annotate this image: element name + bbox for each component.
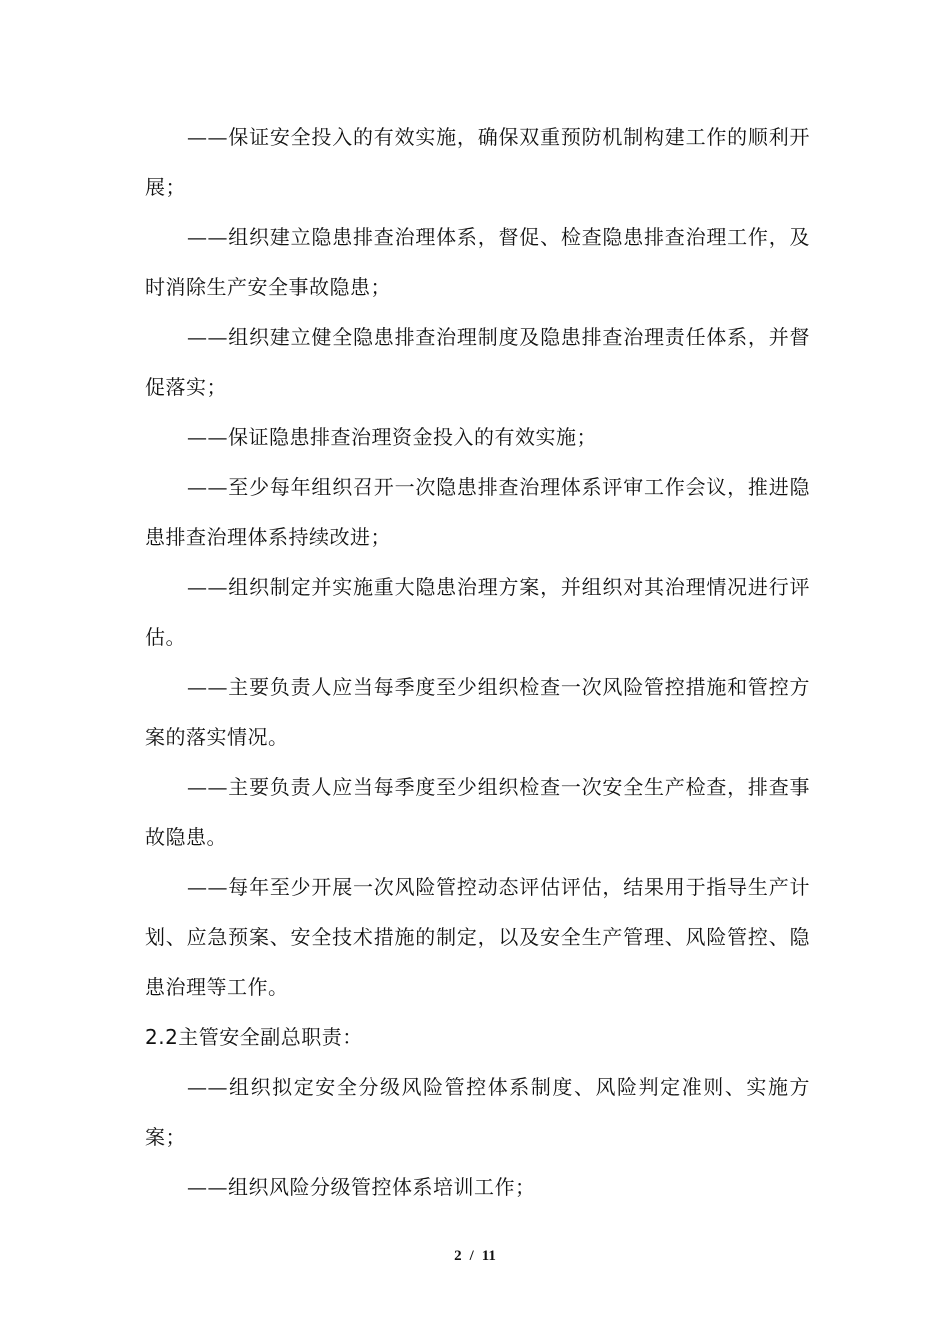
paragraph-1: ——保证安全投入的有效实施，确保双重预防机制构建工作的顺利开展；	[145, 125, 810, 199]
page-separator: /	[469, 1248, 474, 1264]
total-page-count: 11	[481, 1248, 496, 1264]
document-body	[145, 112, 810, 1212]
section-paragraph-2: ——组织风险分级管控体系培训工作；	[187, 1175, 536, 1199]
paragraph-2: ——组织建立隐患排查治理体系，督促、检查隐患排查治理工作，及时消除生产安全事故隐患；	[145, 225, 810, 299]
paragraph-5: ——至少每年组织召开一次隐患排查治理体系评审工作会议，推进隐患排查治理体系持续改进；	[145, 475, 810, 549]
page-number-footer	[0, 1248, 950, 1265]
section-paragraph-1: ——组织拟定安全分级风险管控体系制度、风险判定准则、实施方案；	[145, 1075, 810, 1149]
paragraph-6: ——组织制定并实施重大隐患治理方案，并组织对其治理情况进行评估。	[145, 575, 810, 649]
current-page-number: 2	[454, 1248, 462, 1264]
paragraph-9: ——每年至少开展一次风险管控动态评估评估，结果用于指导生产计划、应急预案、安全技术措施的制定，以及安全生产管理、风险管控、隐患治理等工作。	[145, 875, 810, 999]
paragraph-8: ——主要负责人应当每季度至少组织检查一次安全生产检查，排查事故隐患。	[145, 775, 810, 849]
paragraph-7: ——主要负责人应当每季度至少组织检查一次风险管控措施和管控方案的落实情况。	[145, 675, 810, 749]
paragraph-3: ——组织建立健全隐患排查治理制度及隐患排查治理责任体系，并督促落实；	[145, 325, 810, 399]
paragraph-4: ——保证隐患排查治理资金投入的有效实施；	[187, 425, 597, 449]
section-heading: 2.2主管安全副总职责：	[145, 1025, 363, 1049]
